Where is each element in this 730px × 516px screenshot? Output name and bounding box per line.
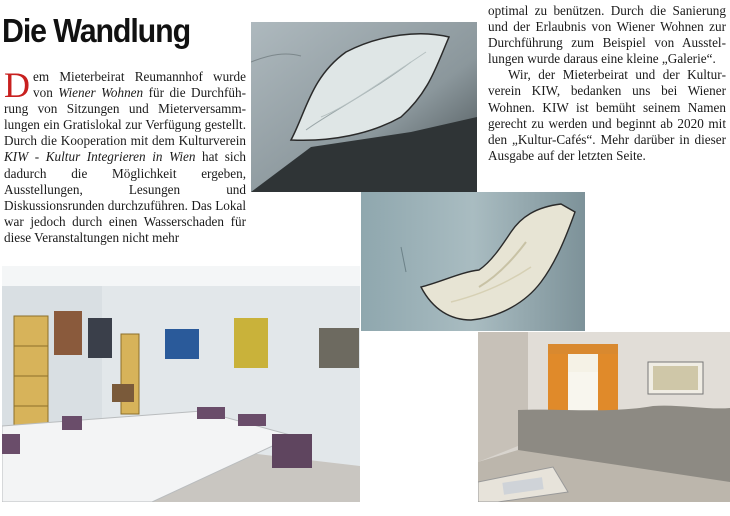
- paragraph-continued: optimal zu benützen. Durch die Sanierung und der Erlaubnis von Wiener Wohnen zur Durchführung zum Beispiel von Ausstellungen wurde daraus eine kleine „Galerie“.: [488, 3, 726, 67]
- photo-gallery-room: [2, 266, 360, 502]
- paragraph-thanks: Wir, der Mieterbeirat und der Kulturverein KIW, bedanken uns bei Wiener Wohnen. KIW ist bemüht seinem Namen gerecht zu werden und beginnt ab 2020 mit den „Kultur-Cafés“. Mehr darüber in dieser Ausgabe auf der letzten Seite.: [488, 67, 726, 163]
- text-segment: hat sich dadurch die Möglichkeit ergeben, Ausstellungen, Lesungen und Diskussionsrunden durchzuführen. Das Lokal war jedoch durch einen Wasserschaden für diese Veranstaltungen nicht mehr: [4, 149, 246, 245]
- text-column-left: [4, 65, 246, 246]
- photo-ceiling-damage-1: [251, 22, 477, 192]
- text-segment: für die Durchführung von Sitzungen und Mieterversammlungen ein Gratislokal zur Verfügung gestellt. Durch die Kooperation mit dem Kulturverein: [4, 85, 246, 149]
- text-segment: em Mieterbeirat Reumannhof wurde von: [33, 69, 246, 101]
- paragraph-intro: [4, 65, 246, 246]
- photo-window-room: [478, 332, 730, 502]
- photo-ceiling-damage-2: [361, 192, 585, 331]
- emphasis-wiener-wohnen: Wiener Wohnen: [58, 85, 144, 101]
- article-title: Die Wandlung: [2, 12, 191, 49]
- drop-cap: D: [4, 65, 30, 105]
- emphasis-kiw: KIW - Kultur Integrieren in Wien: [4, 149, 196, 165]
- text-column-right: [488, 3, 726, 164]
